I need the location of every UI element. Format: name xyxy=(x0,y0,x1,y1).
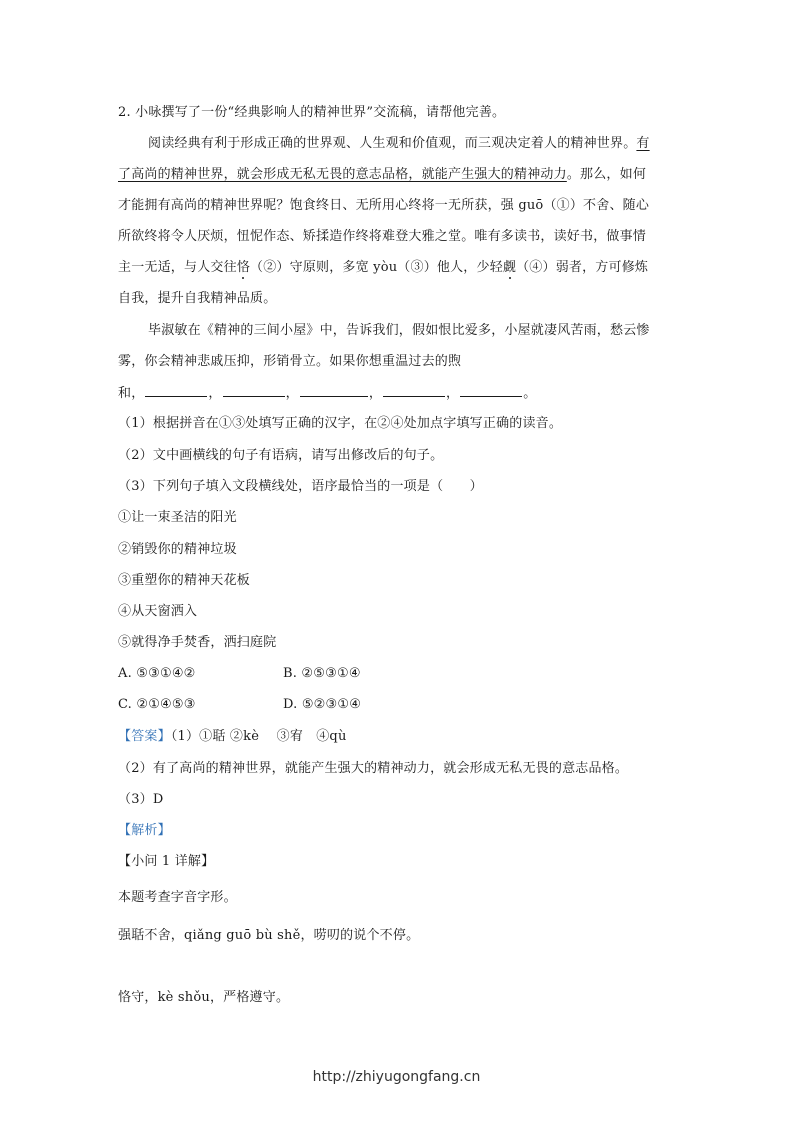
comma: ， xyxy=(208,386,222,401)
underlined-sentence: 了高尚的精神世界，就会形成无私无畏的意志品格，就能产生强大的精神动力 xyxy=(118,167,567,182)
answer-label: 【答案】 xyxy=(118,729,171,744)
option-a: A. ⑤③①④② xyxy=(118,666,196,681)
sentence-item-1: ①让一束圣洁的阳光 xyxy=(118,510,237,525)
sentence-item-4: ④从天窗洒入 xyxy=(118,604,198,619)
option-d: D. ⑤②③①④ xyxy=(283,697,362,712)
blank-1 xyxy=(145,384,207,397)
blank-2 xyxy=(223,384,285,397)
text-run: 和， xyxy=(118,386,145,401)
paragraph-1-line-2 xyxy=(118,166,646,184)
option-c: C. ②①④⑤③ xyxy=(118,697,196,712)
question-title: 2. 小咏撰写了一份“经典影响人的精神世界”交流稿，请帮他完善。 xyxy=(118,105,506,120)
text-run: （④）弱者，方可修炼 xyxy=(516,260,649,275)
option-b: B. ②⑤③①④ xyxy=(283,666,361,681)
sentence-item-3: ③重塑你的精神天花板 xyxy=(118,573,251,588)
answer-line-3: （3）D xyxy=(118,792,164,807)
comma: ， xyxy=(446,386,460,401)
dotted-char-ke: 恪 xyxy=(236,260,251,275)
paragraph-2-line-2: 雾，你会精神悲戚压抑，形销骨立。如果你想重温过去的煦 xyxy=(118,354,462,369)
text-run: 主一无适，与人交往 xyxy=(118,260,237,275)
blank-3 xyxy=(300,384,368,397)
text-run: 。那么，如何 xyxy=(566,167,647,182)
analysis-label: 【解析】 xyxy=(118,823,171,838)
answer-line-1 xyxy=(118,728,347,746)
analysis-line-1: 本题考查字音字形。 xyxy=(118,890,237,905)
footer-url[interactable]: http://zhiyugongfang.cn xyxy=(312,1069,481,1085)
comma: ， xyxy=(368,386,383,401)
text-run: 阅读经典有利于形成正确的世界观、人生观和价值观，而三观决定着人的精神世界。 xyxy=(148,136,637,151)
paragraph-1-line-4: 所欲终将令人厌烦，忸怩作态、矫揉造作终将难登大雅之堂。唯有多读书，读好书，做事情 xyxy=(118,229,647,244)
sub-question-2: （2）文中画横线的句子有语病，请写出修改后的句子。 xyxy=(118,448,444,463)
paragraph-1-line-5 xyxy=(118,259,648,277)
sentence-item-2: ②销毁你的精神垃圾 xyxy=(118,542,237,557)
sub-question-1: （1）根据拼音在①③处填写正确的汉字，在②④处加点字填写正确的读音。 xyxy=(118,416,563,431)
paragraph-1-line-1 xyxy=(148,135,650,153)
analysis-line-3: 恪守，kè shǒu，严格遵守。 xyxy=(118,990,290,1005)
blank-4 xyxy=(383,384,445,397)
answer-text: （1）①聒 ②kè ③宥 ④qù xyxy=(170,729,347,744)
comma: ， xyxy=(285,386,299,401)
text-run: （②）守原则，多宽 yòu（③）他人，少轻 xyxy=(250,260,503,275)
analysis-line-2: 强聒不舍，qiǎng guō bù shě，唠叨的说个不停。 xyxy=(118,928,420,943)
answer-line-2: （2）有了高尚的精神世界，就能产生强大的精神动力，就会形成无私无畏的意志品格。 xyxy=(118,761,629,776)
sentence-item-5: ⑤就得净手焚香，洒扫庭院 xyxy=(118,635,277,650)
paragraph-2-line-1: 毕淑敏在《精神的三间小屋》中，告诉我们，假如恨比爱多，小屋就凄风苦雨，愁云惨 xyxy=(148,323,650,338)
paragraph-2-line-3 xyxy=(118,384,536,403)
paragraph-1-line-3: 才能拥有高尚的精神世界呢？饱食终日、无所用心终将一无所获，强 guō（①）不舍、随心 xyxy=(118,198,650,213)
period: 。 xyxy=(523,386,537,401)
paragraph-1-line-6: 自我，提升自我精神品质。 xyxy=(118,291,277,306)
blank-5 xyxy=(460,384,522,397)
underlined-sentence-part: 有 xyxy=(636,136,650,151)
dotted-char-qu: 觑 xyxy=(502,260,517,275)
analysis-sub-label: 【小问 1 详解】 xyxy=(118,854,215,869)
sub-question-3: （3）下列句子填入文段横线处，语序最恰当的一项是（ ） xyxy=(118,479,483,494)
